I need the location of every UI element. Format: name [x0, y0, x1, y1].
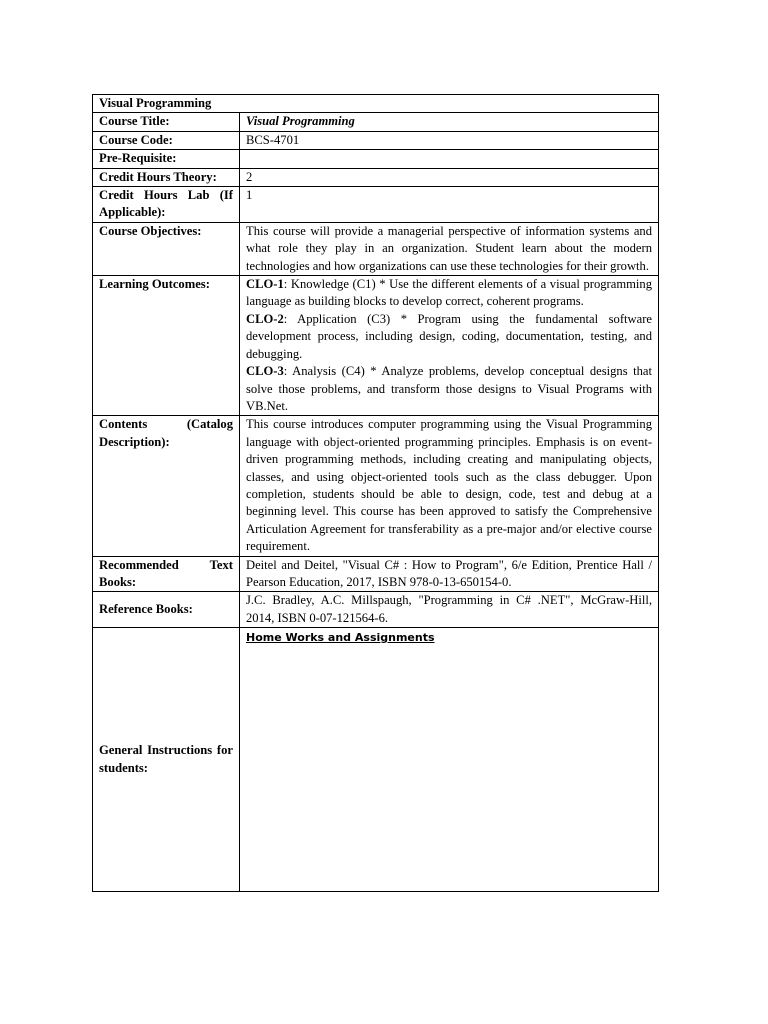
course-code-value: BCS-4701: [240, 131, 659, 149]
text-books-row: [93, 556, 659, 592]
credit-hours-lab-value: 1: [240, 187, 659, 223]
course-objectives-row: [93, 222, 659, 275]
pre-requisite-row: [93, 150, 659, 168]
pre-requisite-label: Pre-Requisite:: [93, 150, 240, 168]
clo-code: CLO-2: [246, 311, 284, 326]
general-instructions-label: General Instructions for students:: [93, 628, 240, 892]
clo-text: : Analysis (C4) * Analyze problems, develop conceptual designs that solve those problems, and transform those designs to Visual Programs with VB.Net.: [246, 364, 653, 413]
text-books-value: Deitel and Deitel, "Visual C# : How to Program", 6/e Edition, Prentice Hall / Pearson Education, 2017, ISBN 978-0-13-650154-0.: [240, 556, 659, 592]
clo-item: [246, 311, 652, 363]
course-outline-table: [92, 94, 659, 892]
clo-item: [246, 363, 652, 415]
course-code-label: Course Code:: [93, 131, 240, 149]
credit-hours-theory-row: [93, 168, 659, 186]
course-title-row: [93, 113, 659, 131]
pre-requisite-value: [240, 150, 659, 168]
credit-hours-lab-label: Credit Hours Lab (If Applicable):: [93, 187, 240, 223]
contents-row: [93, 416, 659, 556]
homework-heading: Home Works and Assignments: [246, 631, 435, 645]
course-objectives-label: Course Objectives:: [93, 222, 240, 275]
course-title-value: Visual Programming: [240, 113, 659, 131]
clo-text: : Knowledge (C1) * Use the different elements of a visual programming language as building blocks to develop correct, coherent programs.: [246, 277, 653, 309]
credit-hours-theory-value: 2: [240, 168, 659, 186]
credit-hours-lab-row: [93, 187, 659, 223]
reference-books-label: Reference Books:: [93, 592, 240, 628]
contents-value: This course introduces computer programming using the Visual Programming language with object-oriented programming principles. Emphasis is on event-driven programming methods, including creating and manipulating objects, classes, and using object-oriented tools such as the class debugger. Upon completion, students should be able to design, code, test and debug at a beginning level. This course has been approved to satisfy the Comprehensive Articulation Agreement for transferability as a pre-major and/or elective course requirement.: [240, 416, 659, 556]
course-objectives-value: This course will provide a managerial perspective of information systems and what role they play in an organization. Student learn about the modern technologies and how organizations can use these technologies for their growth.: [240, 222, 659, 275]
reference-books-row: [93, 592, 659, 628]
course-code-row: [93, 131, 659, 149]
clo-code: CLO-3: [246, 364, 284, 379]
clo-text: : Application (C3) * Program using the fundamental software development process, including design, coding, documentation, testing, and debugging.: [246, 311, 653, 361]
general-instructions-value: [240, 628, 659, 892]
learning-outcomes-label: Learning Outcomes:: [93, 276, 240, 416]
text-books-label: Recommended Text Books:: [93, 556, 240, 592]
learning-outcomes-row: [93, 276, 659, 416]
clo-code: CLO-1: [246, 277, 284, 292]
learning-outcomes-value: [240, 276, 659, 416]
reference-books-value: J.C. Bradley, A.C. Millspaugh, "Programming in C# .NET", McGraw-Hill, 2014, ISBN 0-07-121564-6.: [240, 592, 659, 628]
document-heading: Visual Programming: [93, 95, 659, 113]
table-title-row: [93, 95, 659, 113]
general-instructions-row: [93, 628, 659, 892]
course-title-label: Course Title:: [93, 113, 240, 131]
contents-label: Contents (Catalog Description):: [93, 416, 240, 556]
credit-hours-theory-label: Credit Hours Theory:: [93, 168, 240, 186]
clo-item: [246, 276, 652, 311]
